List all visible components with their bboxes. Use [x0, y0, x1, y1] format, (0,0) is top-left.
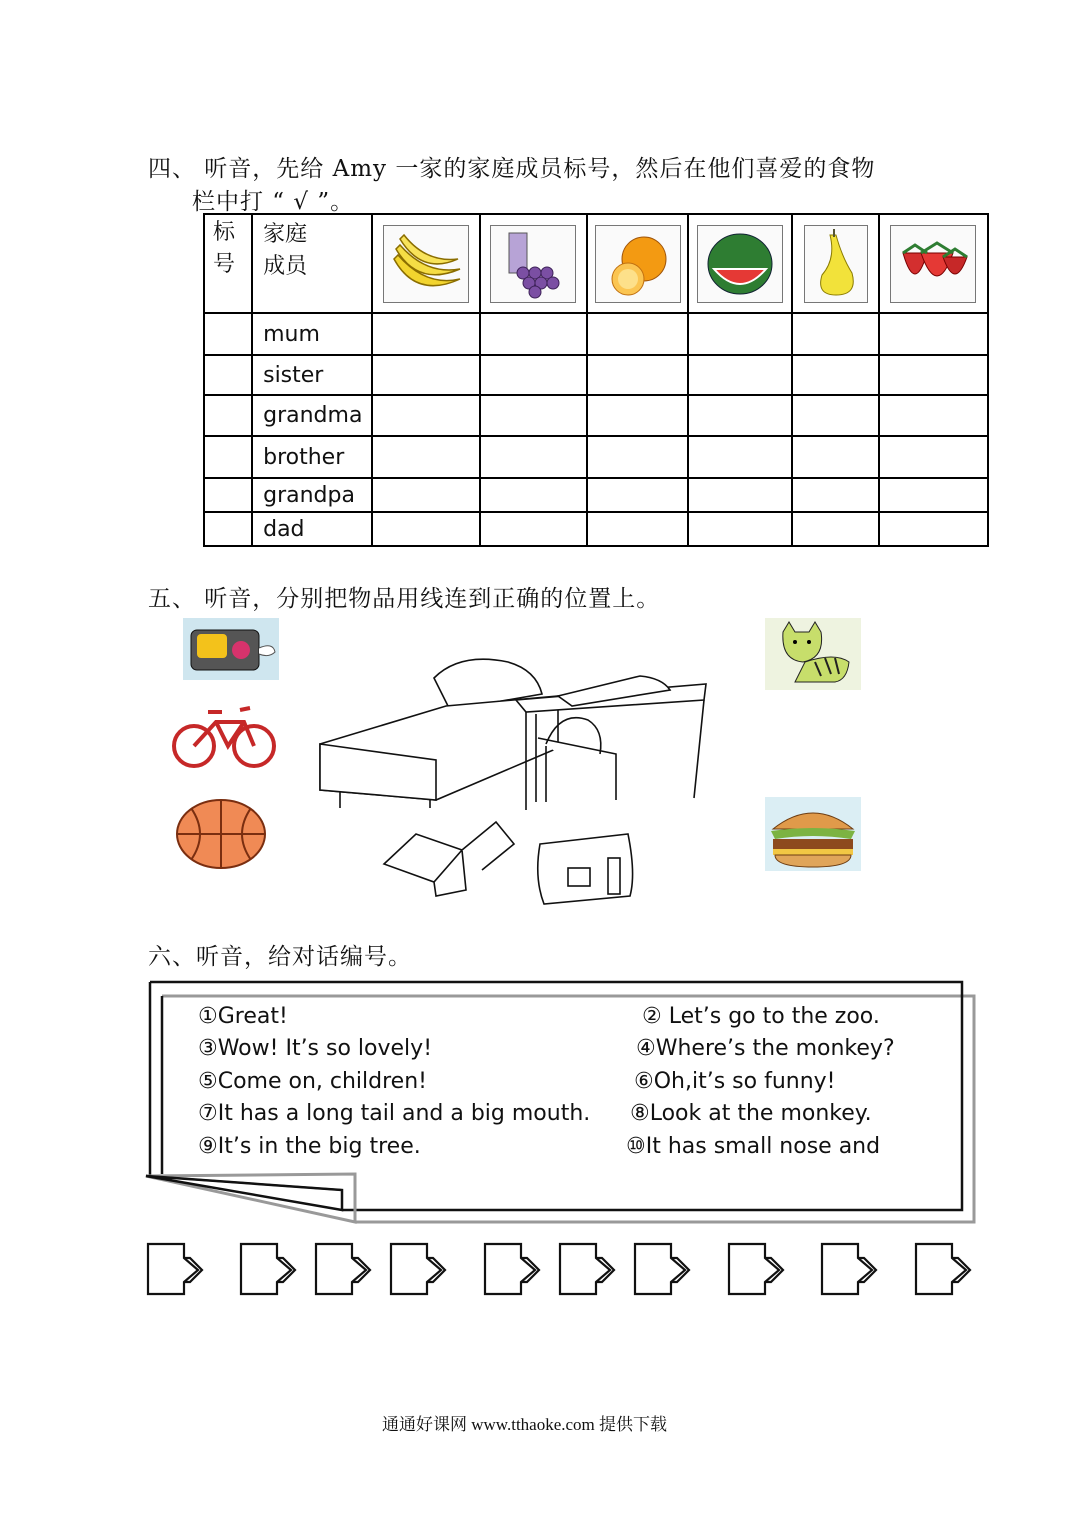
answer-box-outline: [822, 1244, 876, 1294]
dialog-line: ⑧Look at the monkey.: [630, 1101, 872, 1126]
check-cell[interactable]: [480, 436, 587, 478]
table-row: [204, 395, 988, 436]
number-cell[interactable]: [204, 512, 252, 546]
answer-box-outline: [241, 1244, 295, 1294]
section5-title: 五、 听音，分别把物品用线连到正确的位置上。: [148, 586, 661, 612]
check-cell[interactable]: [480, 313, 587, 355]
radio-icon[interactable]: [183, 618, 279, 680]
check-cell[interactable]: [372, 478, 479, 512]
member-name: grandma: [252, 395, 372, 436]
dialog-line: ⑩It has small nose and: [626, 1134, 881, 1159]
check-cell[interactable]: [480, 355, 587, 395]
check-cell[interactable]: [587, 512, 688, 546]
check-cell[interactable]: [587, 355, 688, 395]
fruit-cell: [480, 214, 587, 313]
check-cell[interactable]: [480, 395, 587, 436]
check-cell[interactable]: [879, 478, 988, 512]
table-row: [204, 436, 988, 478]
check-cell[interactable]: [879, 313, 988, 355]
answer-box[interactable]: [483, 1242, 545, 1298]
dialog-line: ③Wow! It’s so lovely!: [198, 1036, 433, 1061]
basketball-icon[interactable]: [175, 798, 269, 870]
food-table: [203, 213, 989, 547]
answer-box[interactable]: [558, 1242, 620, 1298]
fruit-cell: [688, 214, 792, 313]
check-cell[interactable]: [587, 436, 688, 478]
member-name: dad: [252, 512, 372, 546]
answer-box[interactable]: [389, 1242, 451, 1298]
answer-box[interactable]: [146, 1242, 208, 1298]
header-members-label: 家庭成员: [263, 222, 308, 279]
answer-box[interactable]: [314, 1242, 376, 1298]
check-cell[interactable]: [879, 512, 988, 546]
member-name: sister: [252, 355, 372, 395]
watermelon-icon: [697, 225, 783, 303]
answer-box[interactable]: [820, 1242, 882, 1298]
fruit-cell: [879, 214, 988, 313]
answer-box-outline: [316, 1244, 370, 1294]
bedroom-scene: [310, 650, 710, 912]
answer-box-outline: [729, 1244, 783, 1294]
answer-box[interactable]: [239, 1242, 301, 1298]
dialog-line: ② Let’s go to the zoo.: [642, 1004, 880, 1029]
header-members: [252, 214, 372, 313]
check-cell[interactable]: [372, 395, 479, 436]
number-cell[interactable]: [204, 436, 252, 478]
section4-title: 四、 听音，先给 Amy 一家的家庭成员标号，然后在他们喜爱的食物: [148, 156, 876, 182]
bicycle-icon[interactable]: [170, 700, 278, 774]
table-header-row: [204, 214, 988, 313]
check-cell[interactable]: [792, 512, 878, 546]
check-cell[interactable]: [372, 313, 479, 355]
section4-title-cont: 栏中打 “ √ ”。: [192, 189, 355, 215]
answer-box-outline: [485, 1244, 539, 1294]
orange-icon: [595, 225, 681, 303]
check-cell[interactable]: [792, 436, 878, 478]
member-name: grandpa: [252, 478, 372, 512]
number-cell[interactable]: [204, 395, 252, 436]
check-cell[interactable]: [879, 395, 988, 436]
check-cell[interactable]: [587, 478, 688, 512]
strawberry-icon: [890, 225, 976, 303]
answer-box[interactable]: [633, 1242, 695, 1298]
answer-box-outline: [635, 1244, 689, 1294]
number-cell[interactable]: [204, 355, 252, 395]
check-cell[interactable]: [480, 478, 587, 512]
banana-icon: [383, 225, 469, 303]
section6-title: 六、听音，给对话编号。: [148, 944, 412, 970]
dialog-line: ⑤Come on, children!: [198, 1069, 427, 1094]
member-name: brother: [252, 436, 372, 478]
check-cell[interactable]: [688, 395, 792, 436]
answer-box-outline: [148, 1244, 202, 1294]
dialog-line: ⑥Oh,it’s so funny!: [634, 1069, 836, 1094]
check-cell[interactable]: [688, 512, 792, 546]
table-row: [204, 313, 988, 355]
table-row: [204, 478, 988, 512]
fruit-cell: [792, 214, 878, 313]
footer-source: 通通好课网 www.tthaoke.com 提供下载: [382, 1415, 668, 1434]
number-cell[interactable]: [204, 478, 252, 512]
member-name: mum: [252, 313, 372, 355]
check-cell[interactable]: [372, 355, 479, 395]
answer-box-row: [0, 1240, 1087, 1300]
answer-box-outline: [916, 1244, 970, 1294]
answer-box-outline: [391, 1244, 445, 1294]
header-number: [204, 214, 252, 313]
check-cell[interactable]: [688, 313, 792, 355]
dialog-line: ⑦It has a long tail and a big mouth.: [198, 1101, 591, 1126]
hamburger-icon[interactable]: [765, 797, 861, 871]
check-cell[interactable]: [587, 313, 688, 355]
table-row: [204, 355, 988, 395]
check-cell[interactable]: [372, 512, 479, 546]
check-cell[interactable]: [688, 478, 792, 512]
fruit-cell: [587, 214, 688, 313]
check-cell[interactable]: [688, 436, 792, 478]
dialog-line: ①Great!: [198, 1004, 288, 1029]
pear-icon: [804, 225, 868, 303]
check-cell[interactable]: [792, 355, 878, 395]
fruit-cell: [372, 214, 479, 313]
check-cell[interactable]: [480, 512, 587, 546]
check-cell[interactable]: [879, 436, 988, 478]
check-cell[interactable]: [792, 395, 878, 436]
number-cell[interactable]: [204, 313, 252, 355]
check-cell[interactable]: [792, 313, 878, 355]
check-cell[interactable]: [792, 478, 878, 512]
grapes-juice-icon: [490, 225, 576, 303]
table-row: [204, 512, 988, 546]
answer-box[interactable]: [727, 1242, 789, 1298]
check-cell[interactable]: [372, 436, 479, 478]
header-number-label: 标号: [213, 220, 236, 277]
check-cell[interactable]: [879, 355, 988, 395]
dialog-line: ⑨It’s in the big tree.: [198, 1134, 421, 1159]
cat-icon[interactable]: [765, 618, 861, 690]
dialog-line: ④Where’s the monkey?: [636, 1036, 895, 1061]
check-cell[interactable]: [688, 355, 792, 395]
answer-box-outline: [560, 1244, 614, 1294]
answer-box[interactable]: [914, 1242, 976, 1298]
check-cell[interactable]: [587, 395, 688, 436]
